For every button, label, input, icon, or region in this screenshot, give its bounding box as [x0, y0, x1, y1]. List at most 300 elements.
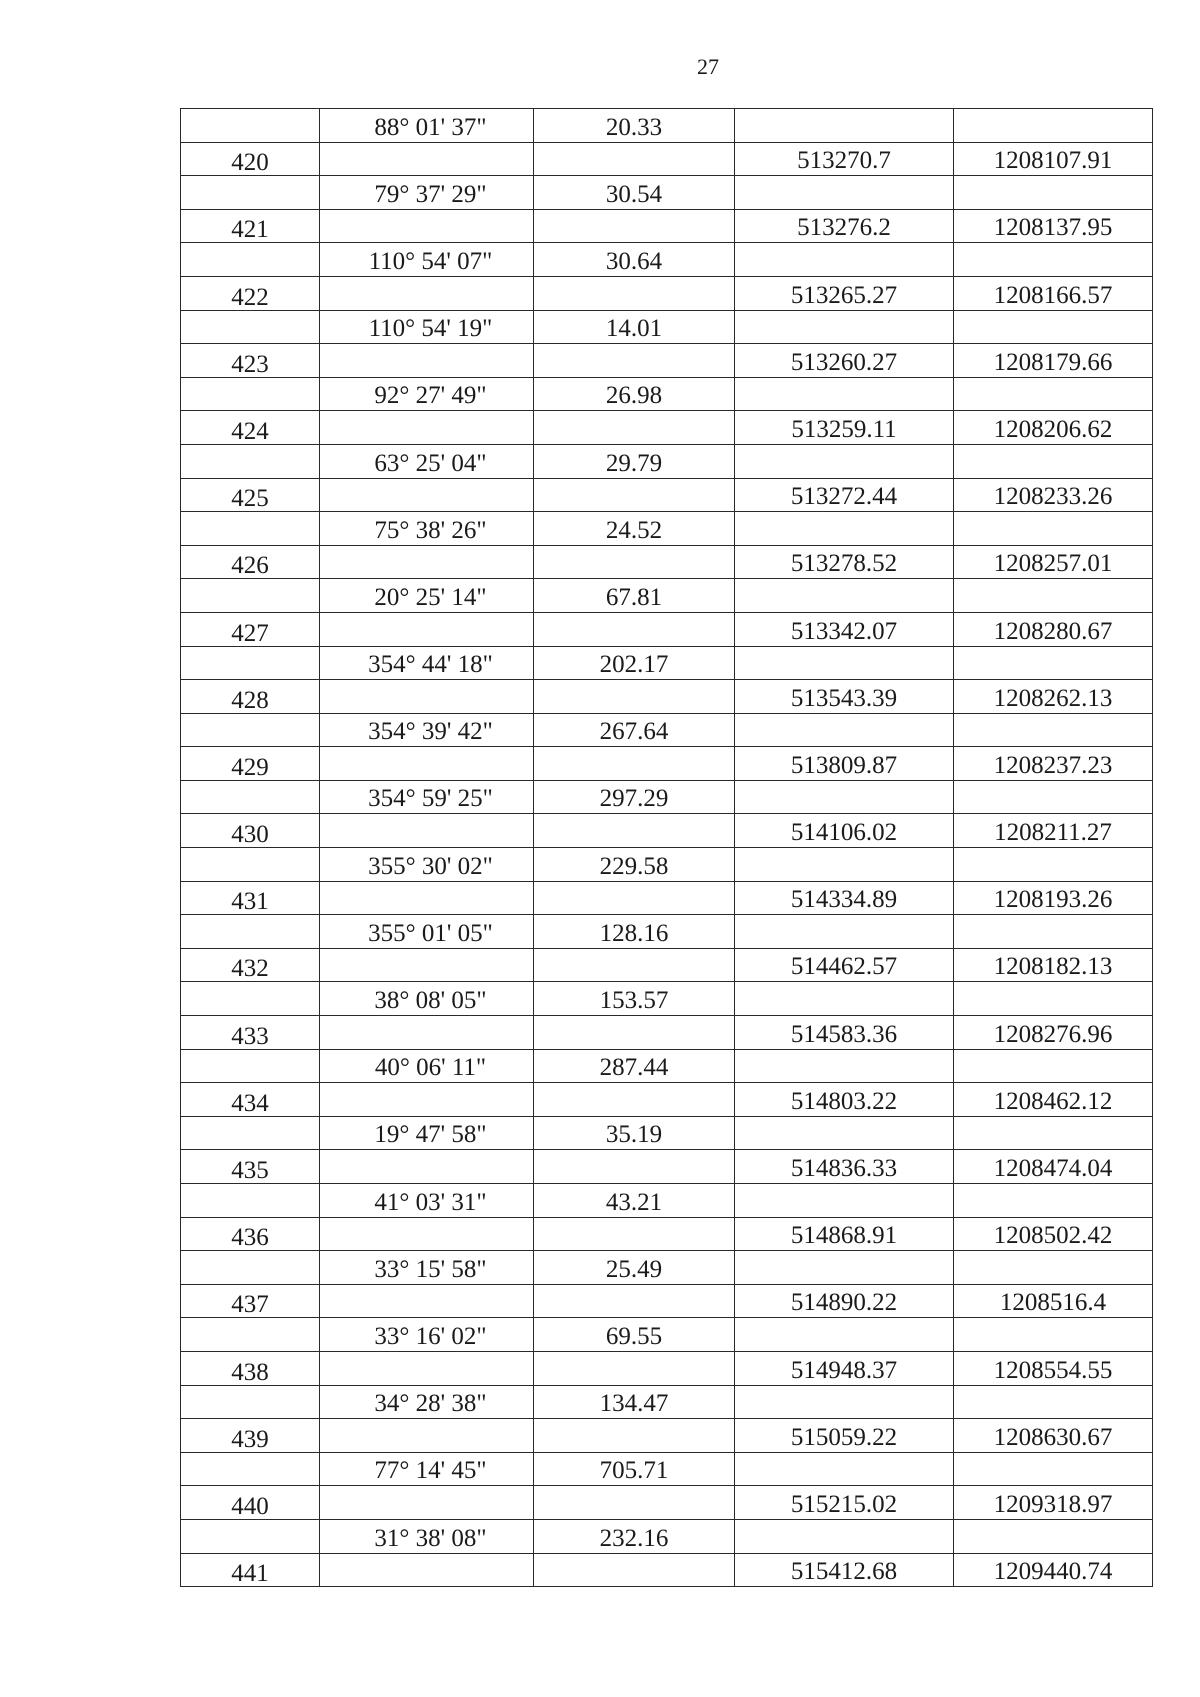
- angle-cell-text: 33° 16' 02": [374, 1322, 487, 1350]
- table-row: [181, 243, 1153, 277]
- angle-cell-text: [423, 1378, 431, 1380]
- x-coordinate-cell: [735, 1553, 954, 1587]
- distance-cell: [534, 1083, 735, 1117]
- y-coordinate-cell: [954, 377, 1153, 411]
- table-row: [181, 109, 1153, 143]
- table-row: [181, 1217, 1153, 1251]
- angle-cell: [320, 982, 534, 1016]
- angle-cell-text: 63° 25' 04": [374, 449, 487, 477]
- angle-cell: [320, 512, 534, 546]
- x-coordinate-cell: [735, 1385, 954, 1419]
- x-coordinate-cell-text: 513259.11: [791, 415, 897, 443]
- point-cell: [181, 1385, 320, 1419]
- x-coordinate-cell: [735, 579, 954, 613]
- point-cell: [181, 1486, 320, 1520]
- x-coordinate-cell: [735, 1251, 954, 1285]
- angle-cell-text: 77° 14' 45": [374, 1457, 487, 1485]
- x-coordinate-cell: [735, 1351, 954, 1385]
- distance-cell: [534, 1553, 735, 1587]
- x-coordinate-cell: [735, 848, 954, 882]
- angle-cell: [320, 478, 534, 512]
- x-coordinate-cell: [735, 982, 954, 1016]
- point-cell: [181, 444, 320, 478]
- distance-cell: [534, 1385, 735, 1419]
- angle-cell-text: 34° 28' 38": [374, 1390, 487, 1418]
- distance-cell: [534, 276, 735, 310]
- y-coordinate-cell: [954, 1083, 1153, 1117]
- x-coordinate-cell: [735, 1419, 954, 1453]
- distance-cell-text: 67.81: [605, 583, 663, 611]
- point-cell-text: 422: [231, 283, 269, 311]
- y-coordinate-cell: [954, 1217, 1153, 1251]
- table-row: [181, 881, 1153, 915]
- distance-cell: [534, 310, 735, 344]
- distance-cell: [534, 411, 735, 445]
- distance-cell: [534, 1351, 735, 1385]
- distance-cell: [534, 1049, 735, 1083]
- x-coordinate-cell: [735, 780, 954, 814]
- x-coordinate-cell-text: 513543.39: [790, 684, 898, 712]
- angle-cell: [320, 1318, 534, 1352]
- table-row: [181, 1150, 1153, 1184]
- table-row: [181, 545, 1153, 579]
- y-coordinate-cell: [954, 1486, 1153, 1520]
- table-row: [181, 1318, 1153, 1352]
- x-coordinate-cell: [735, 612, 954, 646]
- y-coordinate-cell: [954, 276, 1153, 310]
- table-row: [181, 646, 1153, 680]
- angle-cell: [320, 1016, 534, 1050]
- point-cell: [181, 713, 320, 747]
- table-row: [181, 1184, 1153, 1218]
- point-cell: [181, 646, 320, 680]
- x-coordinate-cell: [735, 747, 954, 781]
- table-row: [181, 444, 1153, 478]
- table-row: [181, 915, 1153, 949]
- angle-cell: [320, 344, 534, 378]
- table-row: [181, 209, 1153, 243]
- distance-cell-text: 134.47: [599, 1390, 669, 1418]
- point-cell: [181, 512, 320, 546]
- x-coordinate-cell: [735, 377, 954, 411]
- distance-cell: [534, 142, 735, 176]
- angle-cell-text: [423, 639, 431, 641]
- angle-cell-text: [423, 504, 431, 506]
- point-cell: [181, 881, 320, 915]
- y-coordinate-cell-text: 1208262.13: [993, 684, 1113, 712]
- y-coordinate-cell: [954, 344, 1153, 378]
- point-cell: [181, 176, 320, 210]
- y-coordinate-cell-text: 1208276.96: [993, 1020, 1113, 1048]
- angle-cell: [320, 1486, 534, 1520]
- distance-cell: [534, 982, 735, 1016]
- point-cell: [181, 276, 320, 310]
- x-coordinate-cell-text: 514890.22: [790, 1289, 898, 1317]
- angle-cell-text: [423, 235, 431, 237]
- table-row: [181, 680, 1153, 714]
- angle-cell: [320, 411, 534, 445]
- table-row: [181, 948, 1153, 982]
- point-cell: [181, 1284, 320, 1318]
- distance-cell-text: 267.64: [599, 718, 669, 746]
- y-coordinate-cell-text: 1208502.42: [993, 1222, 1113, 1250]
- x-coordinate-cell: [735, 1519, 954, 1553]
- point-cell: [181, 142, 320, 176]
- angle-cell-text: 19° 47' 58": [374, 1121, 487, 1149]
- y-coordinate-cell: [954, 915, 1153, 949]
- angle-cell-text: 20° 25' 14": [374, 583, 487, 611]
- distance-cell: [534, 848, 735, 882]
- angle-cell: [320, 814, 534, 848]
- angle-cell: [320, 579, 534, 613]
- y-coordinate-cell: [954, 142, 1153, 176]
- x-coordinate-cell-text: 513278.52: [790, 550, 898, 578]
- y-coordinate-cell-text: 1208474.04: [993, 1155, 1113, 1182]
- point-cell: [181, 109, 320, 143]
- y-coordinate-cell: [954, 1284, 1153, 1318]
- y-coordinate-cell-text: 1208516.4: [999, 1289, 1107, 1317]
- x-coordinate-cell: [735, 948, 954, 982]
- angle-cell-text: [423, 370, 431, 372]
- y-coordinate-cell-text: 1208206.62: [993, 415, 1113, 443]
- angle-cell-text: [423, 1042, 431, 1044]
- y-coordinate-cell-text: 1208182.13: [993, 953, 1113, 981]
- x-coordinate-cell-text: 514106.02: [790, 819, 898, 847]
- angle-cell-text: 354° 39' 42": [368, 718, 493, 746]
- distance-cell: [534, 1419, 735, 1453]
- y-coordinate-cell: [954, 310, 1153, 344]
- x-coordinate-cell: [735, 176, 954, 210]
- angle-cell-text: 41° 03' 31": [374, 1188, 487, 1216]
- angle-cell-text: 75° 38' 26": [374, 516, 487, 544]
- point-cell: [181, 814, 320, 848]
- angle-cell-text: 38° 08' 05": [374, 987, 487, 1015]
- point-cell: [181, 545, 320, 579]
- x-coordinate-cell: [735, 142, 954, 176]
- distance-cell-text: 24.52: [605, 516, 663, 544]
- y-coordinate-cell-text: 1208107.91: [993, 147, 1113, 175]
- coordinate-table-body: [181, 109, 1153, 1587]
- angle-cell-text: 355° 30' 02": [368, 852, 493, 880]
- x-coordinate-cell-text: 513270.7: [797, 147, 891, 175]
- distance-cell-text: 30.54: [605, 180, 663, 208]
- x-coordinate-cell: [735, 1184, 954, 1218]
- distance-cell: [534, 1486, 735, 1520]
- table-row: [181, 1385, 1153, 1419]
- distance-cell: [534, 747, 735, 781]
- distance-cell-text: 69.55: [605, 1322, 663, 1350]
- angle-cell: [320, 848, 534, 882]
- y-coordinate-cell: [954, 982, 1153, 1016]
- distance-cell-text: 14.01: [605, 315, 663, 343]
- x-coordinate-cell-text: 513265.27: [790, 281, 898, 309]
- y-coordinate-cell: [954, 1150, 1153, 1184]
- distance-cell: [534, 1284, 735, 1318]
- point-cell-text: 424: [231, 417, 269, 445]
- point-cell: [181, 780, 320, 814]
- angle-cell: [320, 780, 534, 814]
- angle-cell: [320, 109, 534, 143]
- angle-cell: [320, 680, 534, 714]
- point-cell: [181, 1016, 320, 1050]
- angle-cell-text: [423, 1512, 431, 1514]
- distance-cell-text: 128.16: [599, 919, 669, 947]
- x-coordinate-cell: [735, 1049, 954, 1083]
- table-row: [181, 1049, 1153, 1083]
- table-row: [181, 780, 1153, 814]
- y-coordinate-cell: [954, 444, 1153, 478]
- y-coordinate-cell: [954, 612, 1153, 646]
- distance-cell-text: 705.71: [599, 1457, 669, 1485]
- x-coordinate-cell-text: 514462.57: [790, 953, 898, 981]
- point-cell: [181, 1150, 320, 1184]
- y-coordinate-cell-text: 1208166.57: [993, 281, 1113, 309]
- point-cell: [181, 209, 320, 243]
- point-cell-text: 425: [231, 485, 269, 512]
- angle-cell-text: 31° 38' 08": [374, 1524, 487, 1552]
- y-coordinate-cell-text: 1208211.27: [994, 819, 1112, 847]
- y-coordinate-cell: [954, 1385, 1153, 1419]
- table-row: [181, 344, 1153, 378]
- x-coordinate-cell-text: 515059.22: [790, 1423, 898, 1451]
- angle-cell: [320, 1452, 534, 1486]
- x-coordinate-cell: [735, 444, 954, 478]
- y-coordinate-cell-text: 1208257.01: [993, 550, 1113, 578]
- distance-cell: [534, 109, 735, 143]
- x-coordinate-cell: [735, 276, 954, 310]
- angle-cell-text: [423, 1109, 431, 1111]
- table-row: [181, 1519, 1153, 1553]
- x-coordinate-cell: [735, 1083, 954, 1117]
- point-cell: [181, 1083, 320, 1117]
- y-coordinate-cell: [954, 680, 1153, 714]
- y-coordinate-cell: [954, 411, 1153, 445]
- y-coordinate-cell: [954, 1519, 1153, 1553]
- point-cell: [181, 1419, 320, 1453]
- angle-cell: [320, 1251, 534, 1285]
- y-coordinate-cell: [954, 478, 1153, 512]
- distance-cell-text: 30.64: [605, 247, 663, 275]
- y-coordinate-cell: [954, 814, 1153, 848]
- angle-cell-text: 40° 06' 11": [374, 1054, 487, 1082]
- distance-cell-text: 29.79: [605, 449, 663, 477]
- distance-cell: [534, 444, 735, 478]
- angle-cell-text: [423, 706, 431, 708]
- y-coordinate-cell: [954, 1251, 1153, 1285]
- point-cell: [181, 1351, 320, 1385]
- distance-cell-text: 25.49: [605, 1255, 663, 1283]
- y-coordinate-cell-text: 1208237.23: [993, 751, 1113, 779]
- x-coordinate-cell: [735, 814, 954, 848]
- table-row: [181, 747, 1153, 781]
- y-coordinate-cell: [954, 1049, 1153, 1083]
- angle-cell-text: [423, 907, 431, 909]
- distance-cell: [534, 209, 735, 243]
- point-cell: [181, 848, 320, 882]
- x-coordinate-cell-text: 514836.33: [790, 1155, 898, 1182]
- distance-cell: [534, 1217, 735, 1251]
- distance-cell: [534, 176, 735, 210]
- distance-cell-text: 202.17: [599, 651, 669, 679]
- angle-cell: [320, 1049, 534, 1083]
- angle-cell: [320, 612, 534, 646]
- y-coordinate-cell: [954, 1553, 1153, 1587]
- angle-cell: [320, 276, 534, 310]
- distance-cell: [534, 680, 735, 714]
- y-coordinate-cell: [954, 512, 1153, 546]
- table-row: [181, 1016, 1153, 1050]
- point-cell-text: 431: [231, 888, 269, 915]
- y-coordinate-cell-text: 1208179.66: [993, 348, 1113, 376]
- angle-cell: [320, 1217, 534, 1251]
- angle-cell-text: [423, 974, 431, 976]
- x-coordinate-cell-text: 514334.89: [790, 886, 898, 914]
- x-coordinate-cell: [735, 478, 954, 512]
- x-coordinate-cell-text: 514868.91: [790, 1222, 898, 1250]
- point-cell: [181, 1452, 320, 1486]
- point-cell: [181, 1251, 320, 1285]
- angle-cell-text: [423, 1243, 431, 1245]
- angle-cell: [320, 1284, 534, 1318]
- angle-cell-text: 92° 27' 49": [374, 382, 487, 410]
- table-row: [181, 982, 1153, 1016]
- angle-cell-text: [423, 1310, 431, 1312]
- point-cell-text: 437: [231, 1291, 269, 1318]
- angle-cell: [320, 209, 534, 243]
- distance-cell: [534, 713, 735, 747]
- angle-cell: [320, 176, 534, 210]
- distance-cell: [534, 915, 735, 949]
- angle-cell: [320, 545, 534, 579]
- y-coordinate-cell: [954, 780, 1153, 814]
- point-cell: [181, 1519, 320, 1553]
- table-row: [181, 377, 1153, 411]
- x-coordinate-cell: [735, 411, 954, 445]
- x-coordinate-cell: [735, 209, 954, 243]
- y-coordinate-cell: [954, 1452, 1153, 1486]
- angle-cell: [320, 1519, 534, 1553]
- x-coordinate-cell: [735, 915, 954, 949]
- angle-cell-text: 79° 37' 29": [374, 180, 487, 208]
- angle-cell: [320, 1184, 534, 1218]
- angle-cell: [320, 1419, 534, 1453]
- y-coordinate-cell: [954, 747, 1153, 781]
- point-cell-text: 428: [231, 686, 269, 714]
- distance-cell-text: 229.58: [599, 852, 669, 880]
- point-cell-text: 441: [231, 1560, 269, 1587]
- table-row: [181, 1284, 1153, 1318]
- angle-cell-text: [423, 168, 431, 170]
- x-coordinate-cell: [735, 545, 954, 579]
- distance-cell: [534, 579, 735, 613]
- distance-cell-text: 153.57: [599, 987, 669, 1015]
- y-coordinate-cell: [954, 579, 1153, 613]
- table-row: [181, 512, 1153, 546]
- distance-cell: [534, 1318, 735, 1352]
- angle-cell: [320, 1083, 534, 1117]
- y-coordinate-cell-text: 1209318.97: [993, 1490, 1113, 1518]
- point-cell-text: 426: [231, 552, 269, 579]
- y-coordinate-cell: [954, 1351, 1153, 1385]
- table-row: [181, 1251, 1153, 1285]
- table-row: [181, 1553, 1153, 1587]
- y-coordinate-cell-text: 1208630.67: [993, 1423, 1113, 1451]
- angle-cell-text: 355° 01' 05": [368, 919, 493, 947]
- y-coordinate-cell-text: 1208233.26: [993, 483, 1113, 511]
- y-coordinate-cell-text: 1209440.74: [993, 1558, 1113, 1586]
- distance-cell-text: 26.98: [605, 382, 663, 410]
- point-cell: [181, 478, 320, 512]
- y-coordinate-cell: [954, 1184, 1153, 1218]
- y-coordinate-cell: [954, 646, 1153, 680]
- distance-cell: [534, 1452, 735, 1486]
- angle-cell: [320, 881, 534, 915]
- x-coordinate-cell-text: 515215.02: [790, 1490, 898, 1518]
- table-row: [181, 276, 1153, 310]
- table-row: [181, 713, 1153, 747]
- x-coordinate-cell: [735, 646, 954, 680]
- point-cell-text: 435: [231, 1157, 269, 1184]
- y-coordinate-cell: [954, 243, 1153, 277]
- y-coordinate-cell-text: 1208193.26: [993, 886, 1113, 914]
- point-cell: [181, 1184, 320, 1218]
- x-coordinate-cell-text: 514583.36: [790, 1020, 898, 1048]
- y-coordinate-cell: [954, 1016, 1153, 1050]
- x-coordinate-cell: [735, 1452, 954, 1486]
- distance-cell: [534, 344, 735, 378]
- table-row: [181, 579, 1153, 613]
- distance-cell: [534, 646, 735, 680]
- y-coordinate-cell-text: 1208137.95: [993, 214, 1113, 242]
- x-coordinate-cell-text: 514948.37: [790, 1356, 898, 1384]
- x-coordinate-cell: [735, 310, 954, 344]
- distance-cell-text: 20.33: [605, 113, 663, 141]
- y-coordinate-cell: [954, 109, 1153, 143]
- angle-cell: [320, 142, 534, 176]
- point-cell-text: 432: [231, 955, 269, 982]
- point-cell: [181, 1318, 320, 1352]
- angle-cell-text: 110° 54' 07": [368, 247, 493, 275]
- distance-cell: [534, 377, 735, 411]
- angle-cell-text: 88° 01' 37": [374, 113, 487, 141]
- angle-cell: [320, 948, 534, 982]
- angle-cell-text: 354° 59' 25": [368, 785, 493, 813]
- distance-cell-text: 35.19: [605, 1121, 663, 1149]
- distance-cell: [534, 1016, 735, 1050]
- point-cell: [181, 612, 320, 646]
- point-cell: [181, 310, 320, 344]
- point-cell: [181, 1553, 320, 1587]
- x-coordinate-cell: [735, 1284, 954, 1318]
- angle-cell-text: [423, 1445, 431, 1447]
- distance-cell: [534, 1184, 735, 1218]
- x-coordinate-cell-text: 513276.2: [797, 214, 891, 242]
- point-cell-text: 421: [231, 216, 269, 243]
- x-coordinate-cell: [735, 1016, 954, 1050]
- angle-cell: [320, 646, 534, 680]
- x-coordinate-cell-text: 515412.68: [790, 1558, 898, 1586]
- angle-cell-text: 354° 44' 18": [368, 651, 493, 679]
- y-coordinate-cell: [954, 881, 1153, 915]
- angle-cell: [320, 915, 534, 949]
- point-cell: [181, 747, 320, 781]
- point-cell-text: 440: [231, 1492, 269, 1520]
- x-coordinate-cell-text: 513272.44: [790, 483, 898, 511]
- table-row: [181, 1452, 1153, 1486]
- distance-cell: [534, 243, 735, 277]
- x-coordinate-cell: [735, 1217, 954, 1251]
- point-cell-text: 429: [231, 753, 269, 781]
